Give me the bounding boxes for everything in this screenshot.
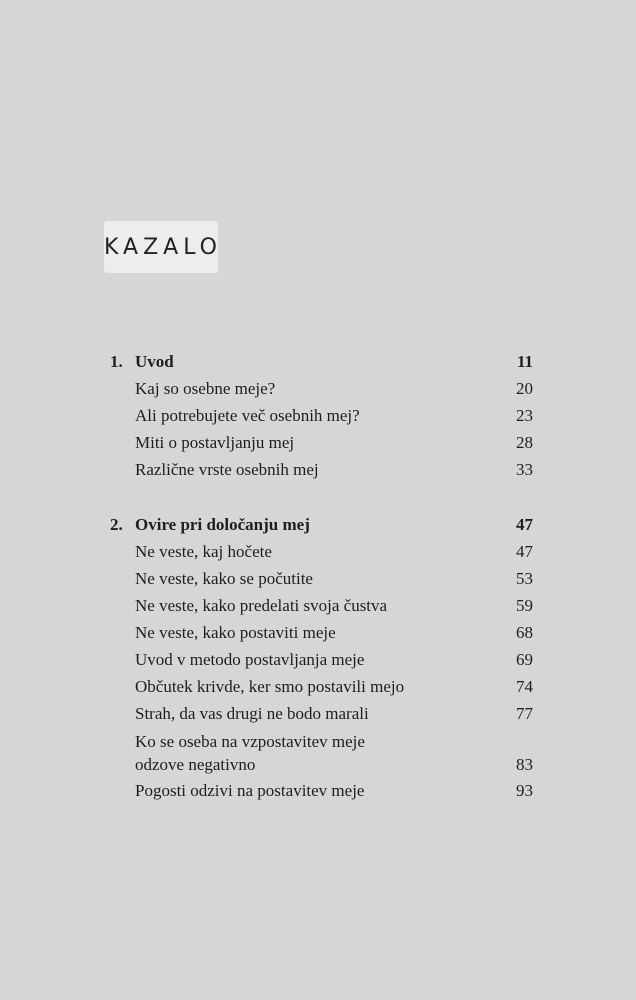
chapter-title: Ovire pri določanju mej <box>135 515 310 534</box>
entry-page-number: 53 <box>516 569 533 588</box>
entry-page-number: 93 <box>516 781 533 800</box>
page-title: KAZALO <box>104 234 222 260</box>
toc-chapter-2 <box>110 511 533 538</box>
heading-label-box <box>104 221 222 273</box>
entry-title: Miti o postavljanju mej <box>135 433 295 452</box>
entry-title-line-1: Ko se oseba na vzpostavitev meje <box>135 732 365 751</box>
toc-entry <box>110 456 533 483</box>
chapter-number: 2. <box>110 515 123 534</box>
entry-title: Ne veste, kako predelati svoja čustva <box>135 596 388 615</box>
entry-page-number: 23 <box>516 406 533 425</box>
toc-entry <box>110 619 533 646</box>
toc-entry <box>110 375 533 402</box>
entry-title: Ne veste, kaj hočete <box>135 542 272 561</box>
toc-entry <box>110 592 533 619</box>
table-of-contents <box>110 348 533 804</box>
toc-entry <box>110 429 533 456</box>
entry-title: Različne vrste osebnih mej <box>135 460 319 479</box>
toc-entry <box>110 565 533 592</box>
entry-title <box>135 730 516 776</box>
chapter-page-number: 11 <box>516 352 533 371</box>
entry-title: Kaj so osebne meje? <box>135 379 276 398</box>
toc-entry <box>110 402 533 429</box>
entry-page-number: 20 <box>516 379 533 398</box>
chapter-number: 1. <box>110 352 123 371</box>
entry-page-number: 69 <box>516 650 533 669</box>
entry-page-number: 33 <box>516 460 533 479</box>
toc-entry <box>110 538 533 565</box>
entry-title: Ne veste, kako postaviti meje <box>135 623 336 642</box>
entry-title-line-2: odzove negativno <box>135 755 256 774</box>
chapter-page-number: 47 <box>516 515 533 534</box>
entry-title: Ne veste, kako se počutite <box>135 569 313 588</box>
entry-page-number: 83 <box>516 755 533 774</box>
entry-page-number: 68 <box>516 623 533 642</box>
toc-chapter-1 <box>110 348 533 375</box>
entry-title: Pogosti odzivi na postavitev meje <box>135 781 365 800</box>
entry-page-number: 77 <box>516 704 533 723</box>
entry-page-number: 59 <box>516 596 533 615</box>
entry-title: Občutek krivde, ker smo postavili mejo <box>135 677 405 696</box>
toc-entry <box>110 777 533 804</box>
entry-title: Strah, da vas drugi ne bodo marali <box>135 704 369 723</box>
chapter-title: Uvod <box>135 352 174 371</box>
toc-entry <box>110 646 533 673</box>
entry-title: Uvod v metodo postavljanja meje <box>135 650 365 669</box>
toc-entry <box>110 673 533 700</box>
entry-page-number: 74 <box>516 677 533 696</box>
toc-entry-multiline <box>110 727 533 777</box>
chapter-spacer <box>110 483 533 511</box>
entry-title: Ali potrebujete več osebnih mej? <box>135 406 360 425</box>
entry-page-number: 28 <box>516 433 533 452</box>
entry-page-number: 47 <box>516 542 533 561</box>
toc-entry <box>110 700 533 727</box>
